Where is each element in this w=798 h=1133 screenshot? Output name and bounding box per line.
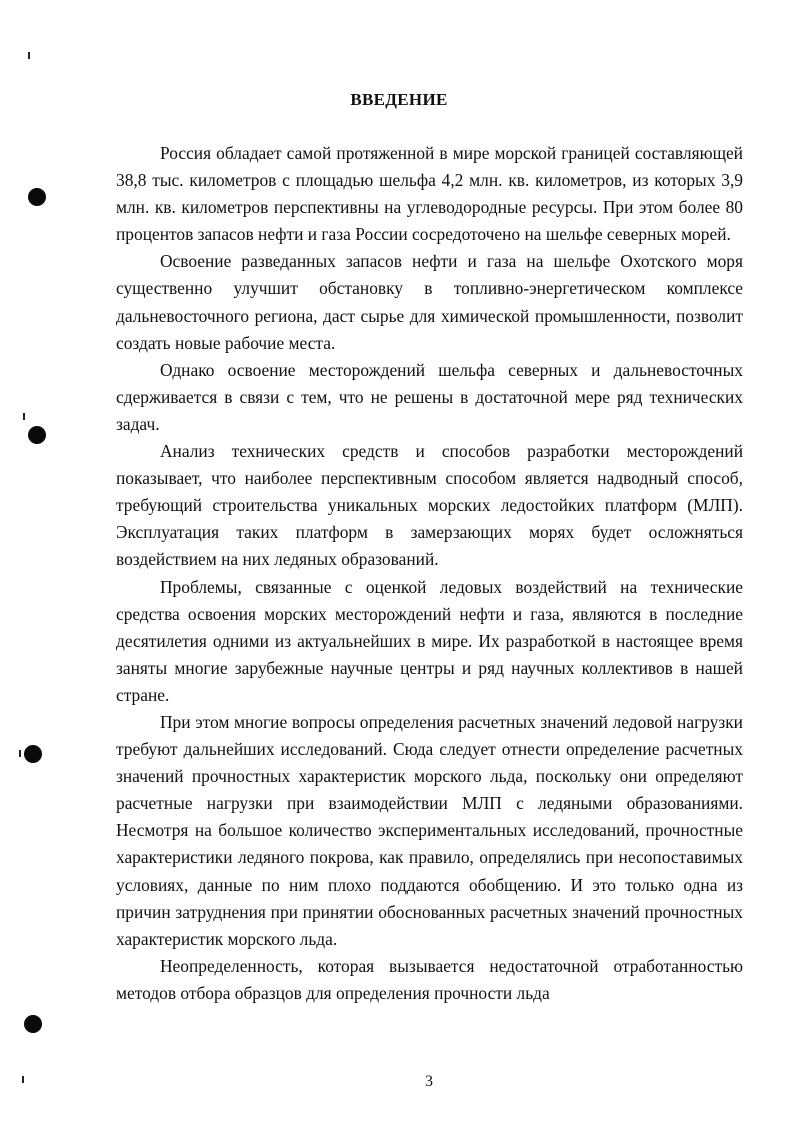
page-title: ВВЕДЕНИЕ xyxy=(350,90,448,109)
page-number: 3 xyxy=(425,1073,433,1090)
paragraph-2: Освоение разведанных запасов нефти и газа на шельфе Охотского моря существенно улучшит обстановку в топливно-энергетическом комплексе дальневосточного региона, даст сырье для химической промышленности, позволит создать новые рабочие места. xyxy=(116,251,743,353)
punch-hole-2 xyxy=(28,426,46,444)
margin-tick-mark xyxy=(19,750,21,757)
punch-hole-1 xyxy=(28,188,46,206)
paragraph-1: Россия обладает самой протяженной в мире морской границей составляющей 38,8 тыс. километров с площадью шельфа 4,2 млн. кв. километров, из которых 3,9 млн. кв. километров перспективны на углеводородные ресурсы. При этом более 80 процентов запасов нефти и газа России сосредоточено на шельфе северных морей. xyxy=(116,143,743,245)
punch-hole-4 xyxy=(24,1015,42,1033)
paragraph-3: Однако освоение месторождений шельфа северных и дальневосточных сдерживается в связи с тем, что не решены в достаточной мере ряд технических задач. xyxy=(116,359,743,434)
paragraph-6: При этом многие вопросы определения расчетных значений ледовой нагрузки требуют дальнейших исследований. Сюда следует отнести определение расчетных значений прочностных характеристик морского льда, поскольку они определяют расчетные нагрузки при взаимодействии МЛП с ледяными образованиями. Несмотря на большое количество экспериментальных исследований, прочностные характеристики ледяного покрова, как правило, определялись при несопоставимых условиях, данные по ним плохо поддаются обобщению. И это только одна из причин затруднения при принятии обоснованных расчетных значений прочностных характеристик морского льда. xyxy=(116,711,743,949)
paragraph-4: Анализ технических средств и способов разработки месторождений показывает, что наиболее перспективным способом является надводный способ, требующий строительства уникальных морских ледостойких платформ (МЛП). Эксплуатация таких платформ в замерзающих морях будет осложняться воздействием на них ледяных образований. xyxy=(116,441,743,570)
body-text xyxy=(116,140,743,1007)
margin-tick-mark xyxy=(28,52,30,59)
paragraph-5: Проблемы, связанные с оценкой ледовых воздействий на технические средства освоения морских месторождений нефти и газа, являются в последние десятилетия одними из актуальнейших в мире. Их разработкой в настоящее время заняты многие зарубежные научные центры и ряд научных коллективов в нашей стране. xyxy=(116,576,743,705)
paragraph-7: Неопределенность, которая вызывается недостаточной отработанностью методов отбора образцов для определения прочности льда xyxy=(116,955,743,1003)
punch-hole-3 xyxy=(24,745,42,763)
margin-tick-mark xyxy=(23,413,25,420)
